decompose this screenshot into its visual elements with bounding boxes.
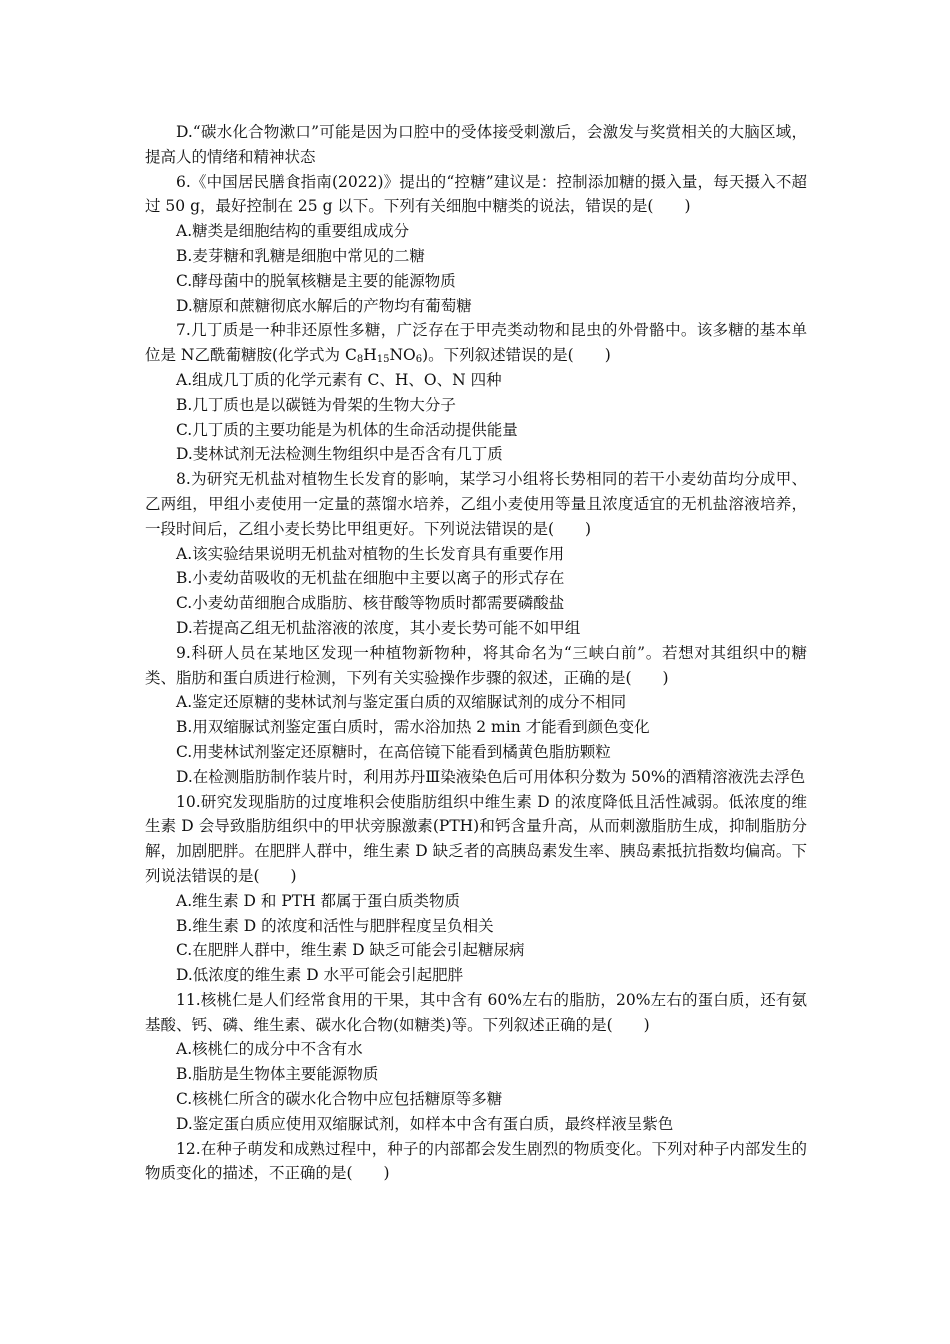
option-d: D.鉴定蛋白质应使用双缩脲试剂，如样本中含有蛋白质，最终样液呈紫色 — [176, 1114, 674, 1133]
option-b: B.用双缩脲试剂鉴定蛋白质时，需水浴加热 2 min 才能看到颜色变化 — [176, 718, 650, 737]
option-a: A.核桃仁的成分中不含有水 — [176, 1040, 363, 1059]
question-12 — [145, 1137, 807, 1187]
stem-text: 7.几丁质是一种非还原性多糖，广泛存在于甲壳类动物和昆虫的外骨骼中。该多糖的基本单位是 N乙酰葡糖胺(化学式为 C — [145, 321, 807, 365]
q5-option-d: D.“碳水化合物漱口”可能是因为口腔中的受体接受刺激后，会激发与奖赏相关的大脑区域，提高人的情绪和精神状态 — [145, 123, 807, 166]
formula-subscript: 6 — [415, 354, 423, 366]
option-a: A.糖类是细胞结构的重要组成成分 — [176, 222, 410, 241]
option-c: C.用斐林试剂鉴定还原糖时，在高倍镜下能看到橘黄色脂肪颗粒 — [176, 742, 611, 761]
question-7 — [145, 318, 807, 467]
formula-subscript: 15 — [376, 354, 390, 366]
option-a: A.该实验结果说明无机盐对植物的生长发育具有重要作用 — [176, 544, 565, 563]
option-d: D.低浓度的维生素 D 水平可能会引起肥胖 — [176, 966, 464, 985]
stem-text: )。下列叙述错误的是( ) — [422, 346, 611, 365]
option-a: A.组成几丁质的化学元素有 C、H、O、N 四种 — [176, 370, 502, 389]
option-c: C.酵母菌中的脱氧核糖是主要的能源物质 — [176, 271, 456, 290]
question-stem: 11.核桃仁是人们经常食用的干果，其中含有 60%左右的脂肪，20%左右的蛋白质，还有氨基酸、钙、磷、维生素、碳水化合物(如糖类)等。下列叙述正确的是( ) — [145, 990, 807, 1034]
formula-symbol: NO — [389, 346, 416, 365]
option-b: B.维生素 D 的浓度和活性与肥胖程度呈负相关 — [176, 916, 494, 935]
option-c: C.在肥胖人群中，维生素 D 缺乏可能会引起糖尿病 — [176, 941, 525, 960]
option-a: A.鉴定还原糖的斐林试剂与鉴定蛋白质的双缩脲试剂的成分不相同 — [176, 693, 627, 712]
question-9 — [145, 641, 807, 790]
question-11 — [145, 988, 807, 1137]
option-d: D.若提高乙组无机盐溶液的浓度，其小麦长势可能不如甲组 — [176, 618, 581, 637]
question-stem: 8.为研究无机盐对植物生长发育的影响，某学习小组将长势相同的若干小麦幼苗均分成甲、乙两组，甲组小麦使用一定量的蒸馏水培养，乙组小麦使用等量且浓度适宜的无机盐溶液培养，一段时间后，乙组小麦长势比甲组更好。下列说法错误的是( ) — [145, 470, 807, 538]
question-stem — [145, 318, 807, 368]
formula-subscript: 8 — [356, 354, 364, 366]
question-10 — [145, 790, 807, 988]
option-d: D.在检测脂肪制作装片时，利用苏丹Ⅲ染液染色后可用体积分数为 50%的酒精溶液洗去浮色 — [176, 767, 806, 786]
exam-page — [145, 120, 807, 1186]
question-stem: 10.研究发现脂肪的过度堆积会使脂肪组织中维生素 D 的浓度降低且活性减弱。低浓度的维生素 D 会导致脂肪组织中的甲状旁腺激素(PTH)和钙含量升高，从而刺激脂肪生成，抑制脂肪分解，加剧肥胖。在肥胖人群中，维生素 D 缺乏者的高胰岛素发生率、胰岛素抵抗指数均偏高。下列说法错误的是( ) — [145, 792, 807, 885]
option-b: B.麦芽糖和乳糖是细胞中常见的二糖 — [176, 246, 425, 265]
question-stem: 6.《中国居民膳食指南(2022)》提出的“控糖”建议是：控制添加糖的摄入量，每天摄入不超过 50 g，最好控制在 25 g 以下。下列有关细胞中糖类的说法，错误的是( ) — [145, 172, 807, 216]
option-c: C.小麦幼苗细胞合成脂肪、核苷酸等物质时都需要磷酸盐 — [176, 594, 565, 613]
question-6 — [145, 170, 807, 319]
question-stem: 12.在种子萌发和成熟过程中，种子的内部都会发生剧烈的物质变化。下列对种子内部发生的物质变化的描述，不正确的是( ) — [145, 1139, 807, 1183]
option-d: D.斐林试剂无法检测生物组织中是否含有几丁质 — [176, 445, 503, 464]
option-c: C.几丁质的主要功能是为机体的生命活动提供能量 — [176, 420, 518, 439]
option-d: D.糖原和蔗糖彻底水解后的产物均有葡萄糖 — [176, 296, 472, 315]
formula-symbol: H — [363, 346, 377, 365]
option-b: B.小麦幼苗吸收的无机盐在细胞中主要以离子的形式存在 — [176, 569, 565, 588]
option-c: C.核桃仁所含的碳水化合物中应包括糖原等多糖 — [176, 1090, 503, 1109]
option-a: A.维生素 D 和 PTH 都属于蛋白质类物质 — [176, 891, 461, 910]
option-b: B.几丁质也是以碳链为骨架的生物大分子 — [176, 395, 456, 414]
question-8 — [145, 467, 807, 641]
option-b: B.脂肪是生物体主要能源物质 — [176, 1065, 379, 1084]
question-stem: 9.科研人员在某地区发现一种植物新物种，将其命名为“三峡白前”。若想对其组织中的糖类、脂肪和蛋白质进行检测，下列有关实验操作步骤的叙述，正确的是( ) — [145, 643, 807, 687]
